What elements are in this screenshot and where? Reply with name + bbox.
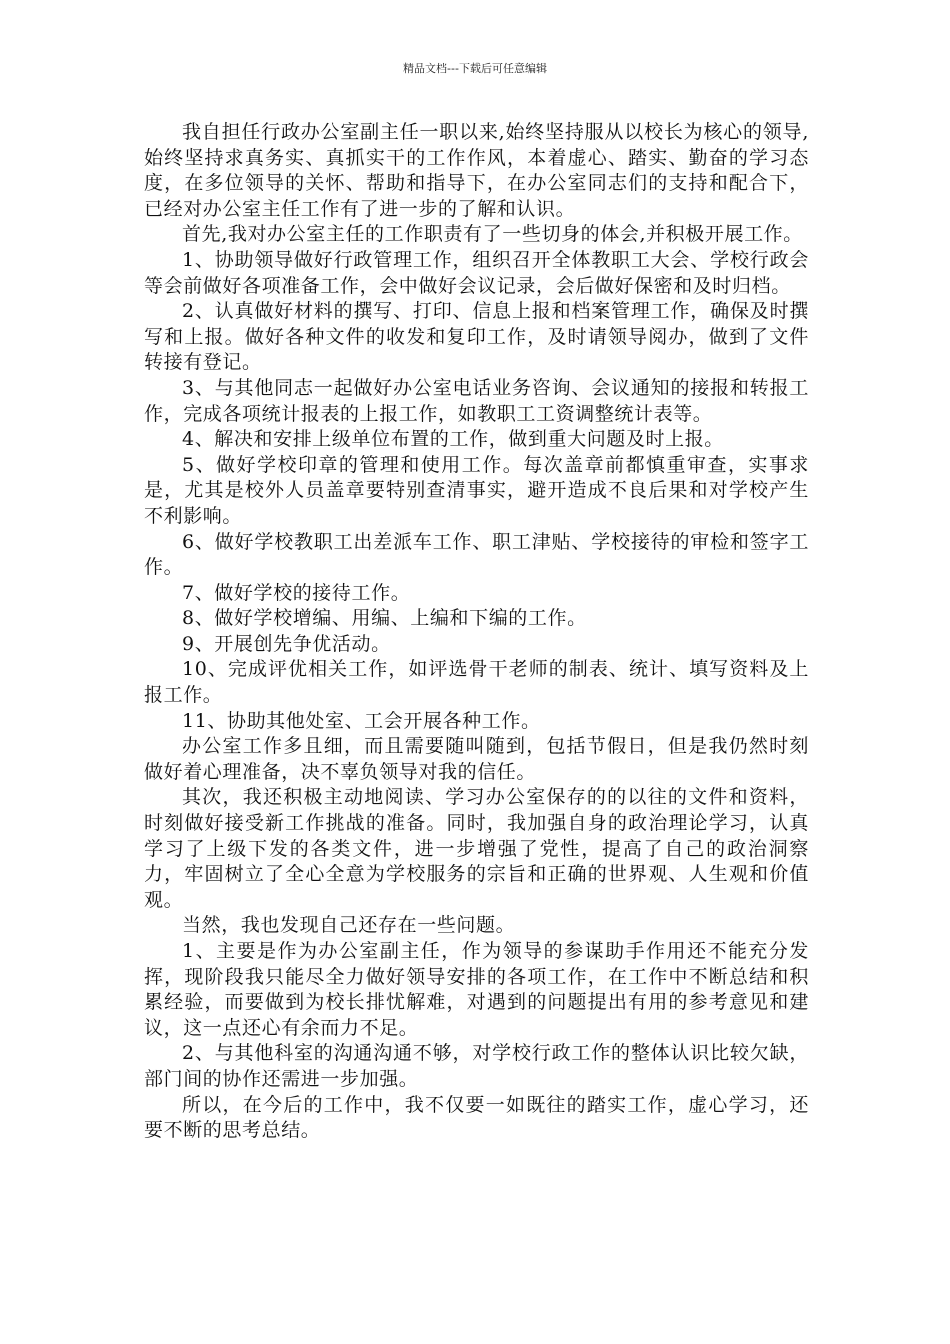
paragraph-problem-1: 1、主要是作为办公室副主任，作为领导的参谋助手作用还不能充分发挥，现阶段我只能尽全力做好领导安排的各项工作，在工作中不断总结和积累经验，而要做到为校长排忧解难，对遇到的问题提出有用的参考意见和建议，这一点还心有余而力不足。 <box>144 940 809 1039</box>
paragraph-conclusion: 所以，在今后的工作中，我不仅要一如既往的踏实工作，虚心学习，还要不断的思考总结。 <box>144 1093 809 1142</box>
paragraph-item-6: 6、做好学校教职工出差派车工作、职工津贴、学校接待的审检和签字工作。 <box>144 530 809 579</box>
paragraph-workload: 办公室工作多且细，而且需要随叫随到，包括节假日，但是我仍然时刻做好着心理准备，决不辜负领导对我的信任。 <box>144 735 809 783</box>
paragraph-item-7: 7、做好学校的接待工作。 <box>182 581 411 604</box>
paragraph-item-2: 2、认真做好材料的撰写、打印、信息上报和档案管理工作，确保及时撰写和上报。做好各种文件的收发和复印工作，及时请领导阅办，做到了文件转接有登记。 <box>144 300 809 374</box>
paragraph-item-1: 1、协助领导做好行政管理工作，组织召开全体教职工大会、学校行政会等会前做好各项准备工作，会中做好会议记录，会后做好保密和及时归档。 <box>144 248 809 297</box>
paragraph-item-10: 10、完成评优相关工作，如评选骨干老师的制表、统计、填写资料及上报工作。 <box>144 658 809 707</box>
paragraph-item-4: 4、解决和安排上级单位布置的工作，做到重大问题及时上报。 <box>182 428 724 451</box>
paragraph-item-9: 9、开展创先争优活动。 <box>182 632 391 655</box>
paragraph-intro: 我自担任行政办公室副主任一职以来,始终坚持服从以校长为核心的领导,始终坚持求真务实、真抓实干的工作作风，本着虚心、踏实、勤奋的学习态度，在多位领导的关怀、帮助和指导下，在办公室同志们的支持和配合下，已经对办公室主任工作有了进一步的了解和认识。 <box>144 121 809 220</box>
paragraph-second: 其次，我还积极主动地阅读、学习办公室保存的的以往的文件和资料，时刻做好接受新工作挑战的准备。同时，我加强自身的政治理论学习，认真学习了上级下发的各类文件，进一步增强了党性，提高了自己的政治洞察力，牢固树立了全心全意为学校服务的宗旨和正确的世界观、人生观和价值观。 <box>144 786 809 911</box>
page-header: 精品文档---下载后可任意编辑 <box>403 62 547 75</box>
paragraph-item-8: 8、做好学校增编、用编、上编和下编的工作。 <box>182 607 587 630</box>
paragraph-item-5: 5、做好学校印章的管理和使用工作。每次盖章前都慎重审查，实事求是，尤其是校外人员盖章要特别查清事实，避开造成不良后果和对学校产生不利影响。 <box>144 453 809 527</box>
document-body <box>144 120 809 1144</box>
paragraph-problem-2: 2、与其他科室的沟通沟通不够，对学校行政工作的整体认识比较欠缺，部门间的协作还需进一步加强。 <box>144 1042 809 1090</box>
paragraph-item-3: 3、与其他同志一起做好办公室电话业务咨询、会议通知的接报和转报工作，完成各项统计报表的上报工作，如教职工工资调整统计表等。 <box>144 376 809 425</box>
paragraph-first: 首先,我对办公室主任的工作职责有了一些切身的体会,并积极开展工作。 <box>182 223 803 246</box>
paragraph-problems: 当然，我也发现自己还存在一些问题。 <box>182 914 516 937</box>
paragraph-item-11: 11、协助其他处室、工会开展各种工作。 <box>182 709 541 732</box>
